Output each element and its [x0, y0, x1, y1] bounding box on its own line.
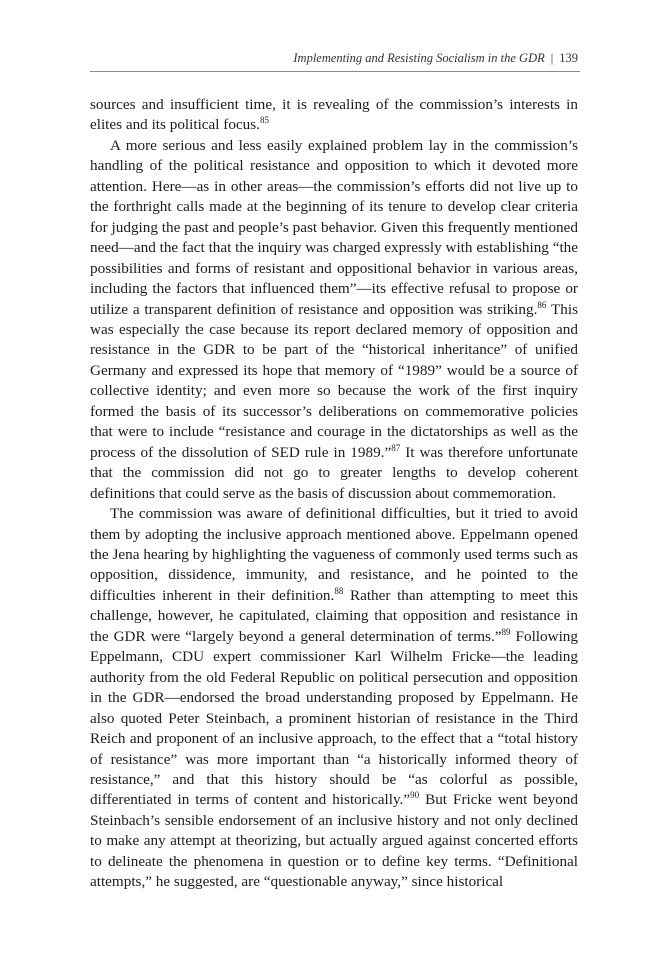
running-head — [90, 50, 578, 66]
paragraph-text: But Fricke went beyond Steinbach’s sensible endorsement of an inclusive history and not only declined to make any attempt at theorizing, but actually argued against concerted efforts to delineate the phenomena in question or to define key terms. “Definitional attempts,” he suggested, are “questionable anyway,” since historical — [90, 791, 578, 891]
footnote-ref: 89 — [501, 626, 511, 637]
paragraph-text: sources and insufficient time, it is revealing of the commission’s interests in elites and its political focus. — [90, 96, 578, 134]
paragraph-text: This was especially the case because its report declared memory of opposition and resistance in the GDR to be part of the “historical inheritance” of unified Germany and expressed its hope that memory of “1989” would be a source of collective identity; and even more so because the work of the first inquiry formed the basis of its successor’s deliberations on commemorative policies that were to include “resistance and courage in the dictatorships as well as the process of the dissolution of SED rule in 1989.” — [90, 300, 578, 461]
paragraph-text: Rather than attempting to meet this challenge, however, he capitulated, claiming that opposition and resistance in the GDR were “largely beyond a general determination of terms.” — [90, 586, 579, 645]
header-rule — [90, 71, 580, 72]
footnote-ref: 87 — [391, 442, 401, 453]
paragraph-text: A more serious and less easily explained problem lay in the commission’s handling of the political resistance and opposition to which it devoted more attention. Here—as in other areas—the commission’s efforts did not live up to the forthright calls made at the beginning of its tenure to develop clear criteria for judging the past and people’s past behavior. Given this frequently mentioned need—and the fact that the inquiry was charged expressly with establishing “the possibilities and forms of resistant and oppositional behavior in various areas, including the factors that influenced them”—its effective refusal to propose or utilize a transparent definition of resistance and opposition was striking. — [90, 136, 578, 318]
footnote-ref: 88 — [334, 585, 344, 596]
footnote-ref: 85 — [259, 115, 269, 126]
header-separator: | — [550, 51, 554, 65]
running-title: Implementing and Resisting Socialism in the GDR — [293, 51, 545, 65]
paragraph-2 — [90, 136, 578, 504]
paragraph-1 — [90, 95, 578, 136]
paragraph-text: Following Eppelmann, CDU expert commissioner Karl Wilhelm Fricke—the leading authority from the old Federal Republic on political persecution and opposition in the GDR—endorsed the broad understanding proposed by Eppelmann. He also quoted Peter Steinbach, a prominent historian of resistance in the Third Reich and proponent of an inclusive approach, to the effect that a “total history of resistance” was more important than “a historically informed theory of resistance,” and that this history should be “as colorful as possible, differentiated in terms of content and historically.” — [90, 627, 578, 809]
paragraph-text: The commission was aware of definitional difficulties, but it tried to avoid them by adopting the inclusive approach mentioned above. Eppelmann opened the Jena hearing by highlighting the vagueness of commonly used terms such as opposition, dissidence, immunity, and resistance, and he pointed to the difficulties inherent in their definition. — [90, 505, 578, 604]
page-number: 139 — [559, 51, 578, 65]
paragraph-text: It was therefore unfortunate that the commission did not go to greater lengths to develop coherent definitions that could serve as the basis of discussion about commemoration. — [90, 443, 578, 502]
paragraph-3 — [90, 504, 578, 893]
footnote-ref: 86 — [537, 299, 547, 310]
footnote-ref: 90 — [410, 790, 420, 801]
body-text — [90, 95, 578, 893]
